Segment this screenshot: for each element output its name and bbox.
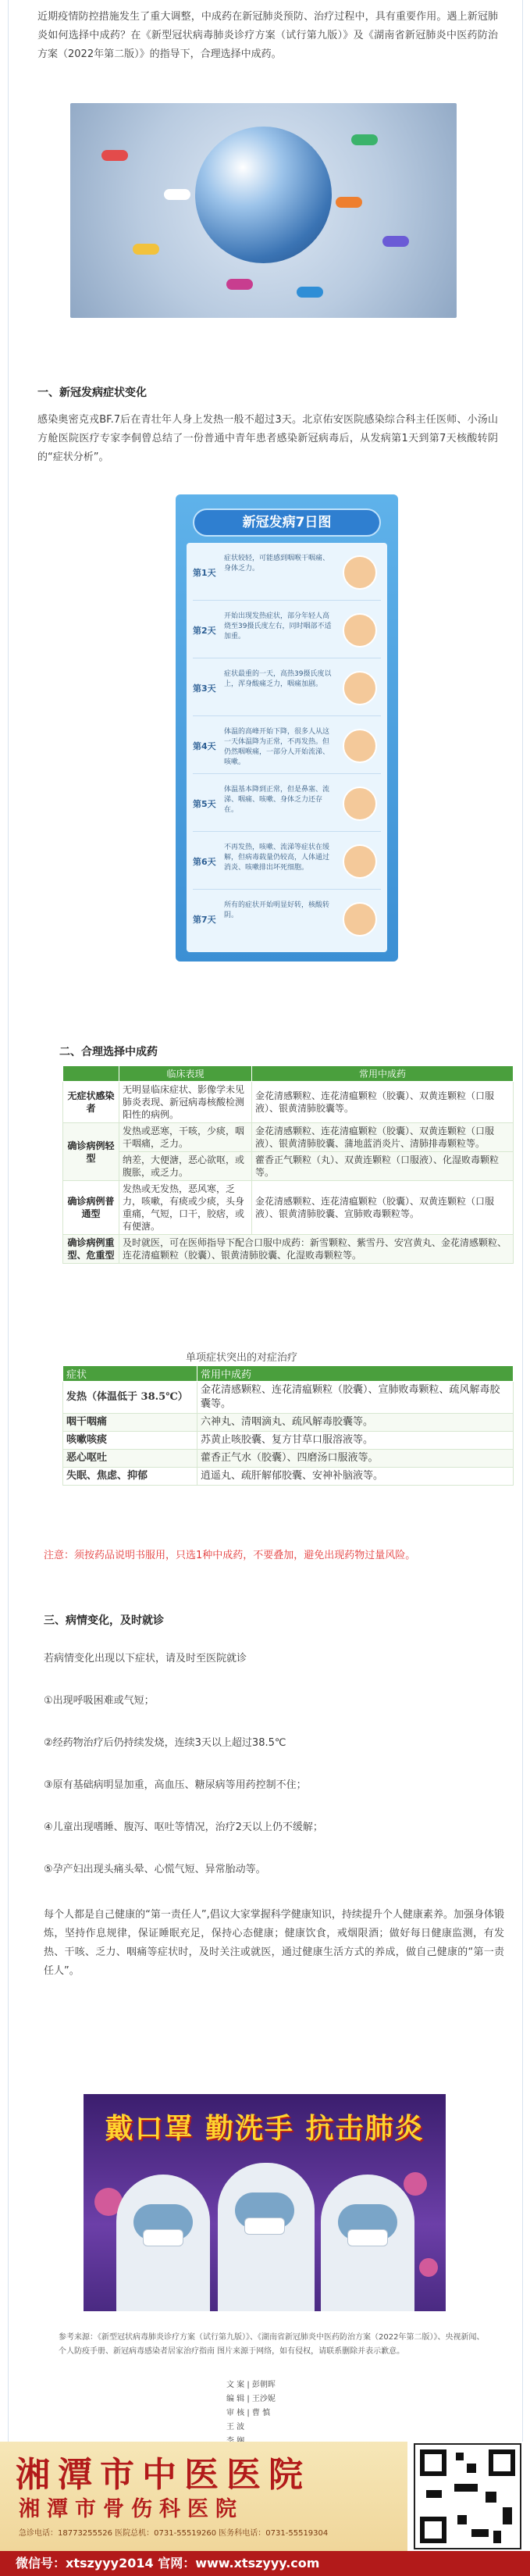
warning-item: ⑤孕产妇出现头痛头晕、心慌气短、异常胎动等。	[44, 1864, 266, 1875]
case-type: 确诊病例重型、危重型	[63, 1235, 119, 1264]
section3-lead: 若病情变化出现以下症状，请及时至医院就诊	[44, 1653, 247, 1664]
symptom-cell: 纳差，大便溏，恶心欲呕，或腹胀，或乏力。	[119, 1152, 252, 1181]
day-row	[187, 546, 387, 601]
cheering-person-icon	[343, 902, 377, 937]
pill-icon	[297, 287, 323, 298]
hospital-footer	[0, 2442, 530, 2576]
symptom-cell: 发热或恶寒，干咳，少痰，咽干咽痛，乏力。	[119, 1123, 252, 1152]
virus-icon	[419, 2258, 438, 2277]
day-text: 症状最重的一天，高热39摄氏度以上，浑身酸痛乏力，咽痛加剧。	[224, 670, 332, 688]
medicine-cell: 金花清感颗粒、连花清瘟颗粒（胶囊）、宣肺败毒颗粒、疏风解毒胶囊等。	[197, 1382, 514, 1414]
warning-note: 注意：须按药品说明书服用，只选1种中成药，不要叠加，避免出现药物过量风险。	[44, 1550, 416, 1561]
doctor-figure	[218, 2163, 315, 2311]
table-row	[63, 1123, 514, 1152]
symptom-cell: 失眠、焦虑、抑郁	[63, 1468, 197, 1486]
section1-title: 一、新冠发病症状变化	[37, 387, 147, 399]
fever-person-icon	[343, 671, 377, 705]
table2-caption: 单项症状突出的对症治疗	[186, 1352, 298, 1364]
pill-icon	[133, 244, 159, 255]
day-label: 第3天	[193, 683, 216, 694]
infographic-title: 新冠发病7日图	[193, 508, 381, 537]
pill-icon	[336, 197, 362, 208]
warning-item: ②经药物治疗后仍持续发烧，连续3天以上超过38.5℃	[44, 1737, 286, 1749]
intro-paragraph: 近期疫情防控措施发生了重大调整，中成药在新冠肺炎预防、治疗过程中，具有重要作用。遇上新冠肺炎如何选择中成药？在《新型冠状病毒肺炎诊疗方案（试行第九版）》及《湖南省新冠肺炎中医药防治方案（2022年第二版）》的指导下，合理选择中成药。	[37, 11, 498, 60]
pill-icon	[164, 189, 190, 200]
doctor-figure	[116, 2175, 210, 2311]
table-row	[63, 1181, 514, 1235]
banner-slogan: 戴口罩 勤洗手 抗击肺炎	[105, 2113, 425, 2145]
person-icon	[343, 555, 377, 590]
doctor-figure	[321, 2175, 414, 2311]
credit-line: 王 波	[226, 2423, 245, 2432]
virus-icon	[404, 2172, 427, 2196]
table-row	[63, 1235, 514, 1264]
day-text: 体温基本降到正常，但是鼻塞、流涕、咽痛、咳嗽、身体乏力还存在。	[224, 786, 330, 814]
day-label: 第2天	[193, 626, 216, 636]
anti-epidemic-banner	[84, 2094, 446, 2311]
day-label: 第1天	[193, 568, 216, 578]
table-row	[63, 1152, 514, 1181]
hospital-subtitle: 湘潭市骨伤科医院	[19, 2497, 244, 2521]
table-header: 常用中成药	[252, 1066, 514, 1082]
medicine-cell: 苏黄止咳胶囊、复方甘草口服溶液等。	[197, 1432, 514, 1450]
pill-icon	[351, 134, 378, 145]
day-text: 不再发热，咳嗽、流涕等症状在缓解，但病毒载量仍较高，人体通过消炎、咳嗽排出坏死细胞。	[224, 844, 330, 872]
contact-bar: 微信号：xtszyyy2014 官网：www.xtszyyy.com	[0, 2551, 530, 2576]
day-text: 症状较轻，可能感到咽喉干咽痛、身体乏力。	[224, 555, 330, 573]
day-row	[187, 777, 387, 832]
credits	[226, 2378, 276, 2449]
medicine-cell: 藿香正气水（胶囊）、四磨汤口服液等。	[197, 1450, 514, 1468]
mask-icon	[143, 2229, 183, 2246]
table-row	[63, 1382, 514, 1414]
symptom-cell: 发热或无发热，恶风寒，乏力，咳嗽，有痰或少痰，头身重痛，气短，口干，胶痞，或有便溏。	[119, 1181, 252, 1235]
mask-icon	[244, 2217, 285, 2235]
case-type: 确诊病例普通型	[63, 1181, 119, 1235]
symptom-cell: 咳嗽咳痰	[63, 1432, 197, 1450]
mask-icon	[347, 2229, 388, 2246]
symptom-cell: 无明显临床症状、影像学未见肺炎表现、新冠病毒核酸检测阳性的病例。	[119, 1082, 252, 1123]
credit-line: 审 核 | 曹 慎	[226, 2409, 271, 2417]
divider	[193, 715, 381, 716]
medicine-cell: 金花清感颗粒、连花清瘟颗粒（胶囊）、双黄连颗粒（口服液）、银黄清肺胶囊、蒲地蓝消炎片、清肺排毒颗粒等。	[252, 1123, 514, 1152]
section3-title: 三、病情变化，及时就诊	[44, 1614, 164, 1627]
infographic-panel	[187, 543, 387, 952]
day-label: 第6天	[193, 857, 216, 867]
hospital-name: 湘潭市中医医院	[16, 2455, 311, 2495]
warning-item: ①出现呼吸困难或气短；	[44, 1695, 155, 1707]
table-row	[63, 1414, 514, 1432]
day-label: 第4天	[193, 741, 216, 751]
divider	[193, 600, 381, 601]
pill-icon	[226, 279, 253, 290]
section2-title: 二、合理选择中成药	[59, 1046, 158, 1058]
symptom-cell: 咽干咽痛	[63, 1414, 197, 1432]
table-row	[63, 1468, 514, 1486]
day-text: 开始出现发热症状，部分年轻人高烧至39摄氏度左右，同时咽部不适加重。	[224, 612, 332, 640]
day-row	[187, 835, 387, 890]
day-text: 体温的高峰开始下降，很多人从这一天体温降为正常，不再发热。但仍然咽喉痛，一部分人开始流涕、咳嗽。	[224, 728, 330, 766]
symptom-cell: 恶心呕吐	[63, 1450, 197, 1468]
references: 参考来源：《新型冠状病毒肺炎诊疗方案（试行第九版）》、《湖南省新冠肺炎中医药防治方案（2022年第二版）》、央视新闻、个人防疫手册、新冠病毒感染者居家治疗指南 图片来源于网络，如有侵权，请联系删除并表示歉意。	[59, 2333, 485, 2356]
day-row	[187, 719, 387, 774]
divider	[193, 831, 381, 832]
closing-paragraph: 每个人都是自己健康的“第一责任人”,倡议大家掌握科学健康知识，持续提升个人健康素养。加强身体锻炼，坚持作息规律，保证睡眠充足，保持心态健康；健康饮食，戒烟限酒；做好每日健康监测，有发热、干咳、乏力、咽痛等症状时，及时关注或就医，通过健康生活方式的养成，做自己健康的“第一责任人”。	[44, 1909, 504, 1977]
medicine-table	[62, 1065, 514, 1264]
day-label: 第7天	[193, 915, 216, 925]
case-type: 无症状感染者	[63, 1082, 119, 1123]
globe-icon	[195, 127, 332, 263]
case-type: 确诊病例轻型	[63, 1123, 119, 1181]
phone-numbers: 急诊电话：18773255526 医院总机：0731-55519260 医务科电话：0731-55519304	[19, 2529, 329, 2538]
day-row	[187, 893, 387, 947]
day-label: 第5天	[193, 799, 216, 809]
sneeze-person-icon	[343, 844, 377, 879]
hero-image-globe-pills	[70, 103, 457, 318]
symptom-cell: 及时就医，可在医师指导下配合口服中成药：新雪颗粒、紫雪丹、安宫黄丸、金花清感颗粒、连花清瘟颗粒（胶囊）、银黄清肺胶囊、化湿败毒颗粒等。	[119, 1235, 514, 1264]
medicine-cell: 六神丸、清咽滴丸、疏风解毒胶囊等。	[197, 1414, 514, 1432]
medicine-cell: 逍遥丸、疏肝解郁胶囊、安神补脑液等。	[197, 1468, 514, 1486]
footer-background	[0, 2442, 407, 2551]
divider	[193, 773, 381, 774]
table-header: 常用中成药	[197, 1366, 514, 1382]
table-header: 临床表现	[119, 1066, 252, 1082]
symptom-cell: 发热（体温低于 38.5℃）	[63, 1382, 197, 1414]
cough-person-icon	[343, 787, 377, 821]
symptom-medicine-table	[62, 1365, 514, 1486]
medicine-cell: 金花清感颗粒、连花清瘟颗粒（胶囊）、双黄连颗粒（口服液）、银黄清肺胶囊、宣肺败毒颗粒等。	[252, 1181, 514, 1235]
pill-icon	[101, 150, 128, 161]
day-text: 所有的症状开始明显好转，核酸转阴。	[224, 901, 330, 919]
seven-day-infographic	[176, 494, 398, 962]
table-row	[63, 1450, 514, 1468]
pill-icon	[382, 236, 409, 247]
divider	[193, 889, 381, 890]
qr-code-icon[interactable]	[414, 2443, 521, 2549]
section1-body: 感染奥密克戎BF.7后在青壮年人身上发热一般不超过3天。北京佑安医院感染综合科主任医师、小汤山方舱医院医疗专家李侗曾总结了一份普通中青年患者感染新冠病毒后，从发病第1天到第7天核酸转阴的“症状分析”。	[37, 414, 498, 463]
medicine-cell: 金花清感颗粒、连花清瘟颗粒（胶囊）、双黄连颗粒（口服液）、银黄清肺胶囊等。	[252, 1082, 514, 1123]
thermometer-icon	[343, 613, 377, 648]
warning-item: ④儿童出现嗜睡、腹泻、呕吐等情况，治疗2天以上仍不缓解；	[44, 1821, 323, 1833]
table-row	[63, 1432, 514, 1450]
table-header: 症状	[63, 1366, 197, 1382]
table-header	[63, 1066, 119, 1082]
day-row	[187, 662, 387, 716]
medicine-cell: 藿香正气颗粒（丸）、双黄连颗粒（口服液）、化湿败毒颗粒等。	[252, 1152, 514, 1181]
day-row	[187, 604, 387, 658]
credit-line: 编 辑 | 王沙妮	[226, 2395, 276, 2403]
credit-line: 文 案 | 彭朝晖	[226, 2381, 276, 2389]
warning-item: ③原有基础病明显加重，高血压、糖尿病等用药控制不住；	[44, 1779, 307, 1791]
table-row	[63, 1082, 514, 1123]
throat-icon	[343, 729, 377, 763]
